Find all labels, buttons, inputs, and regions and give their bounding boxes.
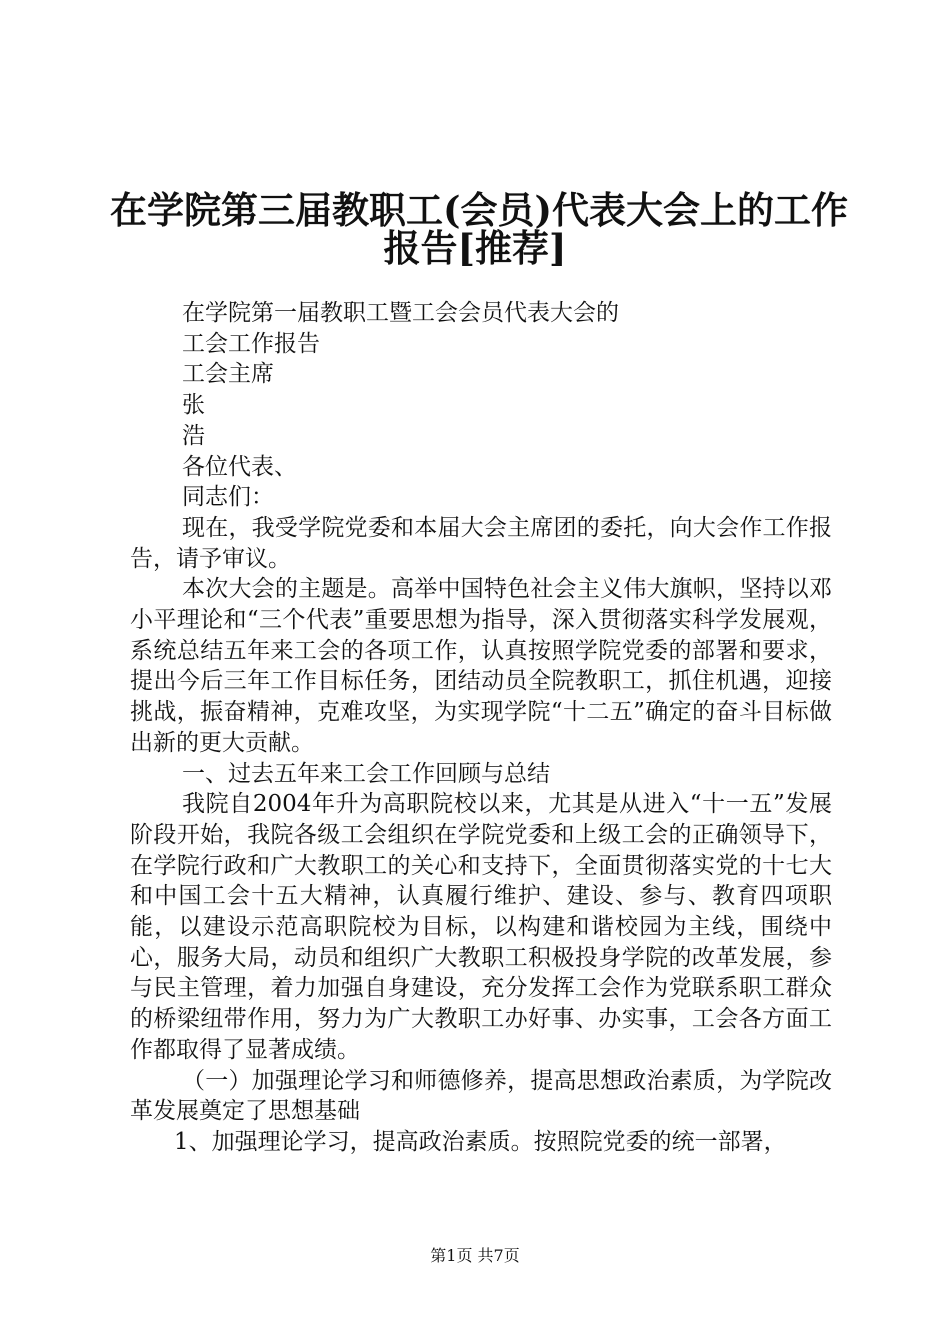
paragraph: 在学院第一届教职工暨工会会员代表大会的 — [182, 300, 619, 326]
paragraph: 各位代表、 — [182, 453, 297, 480]
paragraph: 工会工作报告 — [182, 330, 320, 357]
paragraph: 浩 — [182, 422, 205, 449]
subsection-heading: （一）加强理论学习和师德修养，提高思想政治素质，为学院改革发展奠定了思想基础 — [130, 1067, 832, 1125]
page-footer: 第1页 共7页 — [430, 1246, 520, 1265]
section-heading: 一、过去五年来工会工作回顾与总结 — [182, 760, 550, 787]
paragraph: 张 — [182, 392, 205, 419]
paragraph: 现在，我受学院党委和本届大会主席团的委托，向大会作工作报告，请予审议。 — [130, 514, 832, 572]
paragraph: 我院自2004年升为高职院校以来，尤其是从进入“十一五”发展阶段开始，我院各级工会组织在学院党委和上级工会的正确领导下，在学院行政和广大教职工的关心和支持下，全面贯彻落实党的十七大和中国工会十五大精神，认真履行维护、建设、参与、教育四项职能，以建设示范高职院校为目标，以构建和谐校园为主线，围绕中心，服务大局，动员和组织广大教职工积极投身学院的改革发展，参与民主管理，着力加强自身建设，充分发挥工会作为党联系职工群众的桥梁纽带作用，努力为广大教职工办好事、办实事，工会各方面工作都取得了显著成绩。 — [130, 791, 832, 1063]
document-title-line-1: 在学院第三届教职工(会员)代表大会上的工作 — [110, 188, 849, 232]
document-title-line-2: 报告[推荐] — [383, 226, 567, 270]
paragraph: 同志们： — [182, 484, 274, 511]
paragraph: 本次大会的主题是。高举中国特色社会主义伟大旗帜，坚持以邓小平理论和“三个代表”重要思想为指导，深入贯彻落实科学发展观，系统总结五年来工会的各项工作，认真按照学院党委的部署和要求，提出今后三年工作目标任务，团结动员全院教职工，抓住机遇，迎接挑战，振奋精神，克难攻坚，为实现学院“十二五”确定的奋斗目标做出新的更大贡献。 — [130, 576, 832, 756]
paragraph: 1、加强理论学习，提高政治素质。按照院党委的统一部署， — [174, 1128, 787, 1155]
paragraph: 工会主席 — [182, 361, 274, 388]
document-body — [130, 298, 832, 1158]
